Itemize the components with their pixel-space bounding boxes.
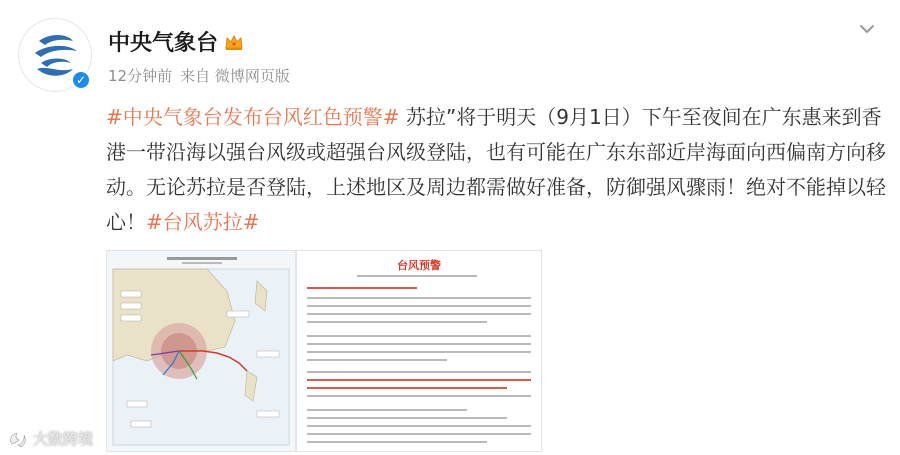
chevron-down-icon[interactable] [858, 20, 876, 38]
bulletin-title: 台风预警 [397, 259, 441, 272]
watermark-logo-icon [8, 430, 28, 448]
crown-icon [224, 33, 244, 51]
watermark-text: 大数跨境 [33, 430, 94, 448]
post-source: 来自 微博网页版 [180, 67, 290, 85]
post-time[interactable]: 12分钟前 [108, 67, 173, 85]
watermark [8, 428, 93, 449]
post-body: 苏拉”将于明天（9月1日）下午至夜间在广东惠来到香港一带沿海以强台风级或超强台风级登陆，也有可能在广东东部近岸海面向西偏南方向移动。无论苏拉是否登陆，上述地区及周边都需做好准备，防御强风骤雨！绝对不能掉以轻心！ [106, 105, 886, 234]
account-name[interactable]: 中央气象台 [108, 31, 219, 56]
typhoon-warning-bulletin-image[interactable] [296, 250, 542, 452]
map-illustration [107, 251, 295, 451]
post-meta [108, 65, 290, 86]
hashtag-link[interactable]: #中央气象台发布台风红色预警# [106, 105, 400, 129]
verified-badge-icon: ✓ [71, 70, 91, 90]
post-text [106, 100, 886, 240]
typhoon-track-map-image[interactable] [106, 250, 296, 452]
hashtag-link[interactable]: #台风苏拉# [146, 210, 260, 234]
account-name-row [108, 26, 244, 57]
